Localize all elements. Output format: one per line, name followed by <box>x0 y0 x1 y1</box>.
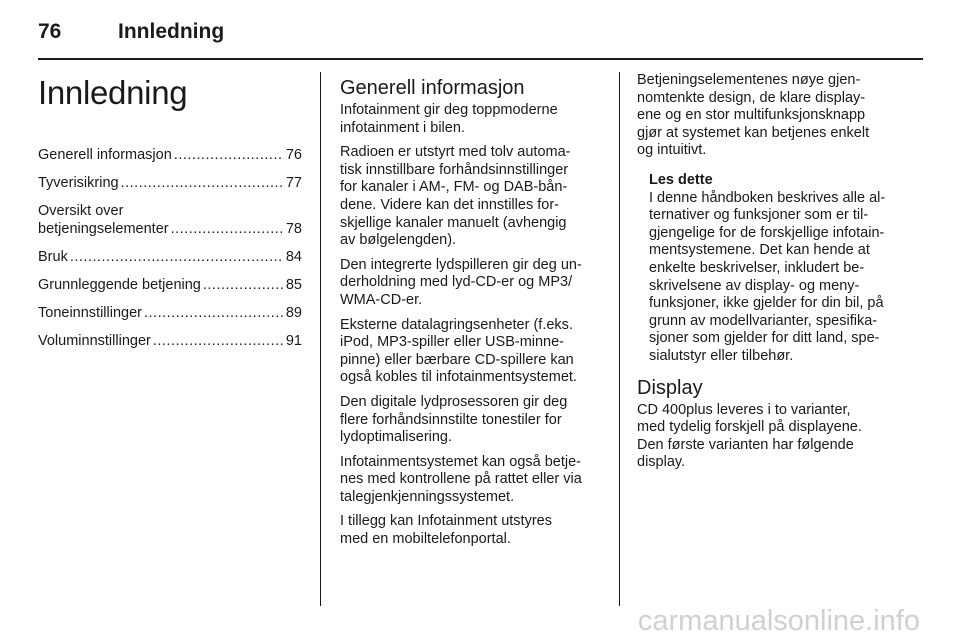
note-box <box>649 172 905 366</box>
page-number: 76 <box>38 20 62 43</box>
toc-entry[interactable] <box>38 332 302 350</box>
body-column-3 <box>637 72 905 479</box>
toc-entry-page: 85 <box>285 277 302 293</box>
toc-entry[interactable] <box>38 174 302 192</box>
toc-leader-dots <box>153 332 284 350</box>
toc-entry[interactable] <box>38 248 302 266</box>
toc-entry-title: Tyverisikring <box>38 175 119 191</box>
chapter-column <box>38 72 302 360</box>
toc-entry[interactable] <box>38 146 302 164</box>
paragraph: Infotainment gir deg toppmoderne infotainment i bilen. <box>340 102 558 136</box>
header-rule <box>38 58 923 60</box>
page-header <box>38 14 922 58</box>
toc-entry-title: Grunnleggende betjening <box>38 277 201 293</box>
toc-entry-page: 76 <box>285 147 302 163</box>
toc-entry-title: Bruk <box>38 249 68 265</box>
toc-leader-dots <box>171 220 284 238</box>
toc-entry[interactable] <box>38 276 302 294</box>
paragraph: Eksterne datalagringsenheter (f.eks. iPod, MP3-spiller eller USB-minne- pinne) eller bærbare CD-spillere kan også kobles til infotainmentsystemet. <box>340 316 577 386</box>
paragraph: CD 400plus leveres i to varianter, med tydelig forskjell på displayene. Den første varianten har følgende display. <box>637 401 862 471</box>
paragraph: Infotainmentsystemet kan også betje- nes med kontrollene på rattet eller via talegjenkjenningssystemet. <box>340 453 582 505</box>
toc-entry-title: Voluminnstillinger <box>38 333 151 349</box>
paragraph: Betjeningselementenes nøye gjen- nomtenkte design, de klare display- ene og en stor multifunksjonsknapp gjør at systemet kan betjenes enkelt og intuitivt. <box>637 72 870 159</box>
section-heading: Display <box>637 376 703 399</box>
toc-leader-dots <box>203 276 284 294</box>
column-divider-2 <box>619 72 620 606</box>
watermark: carmanualsonline.info <box>637 605 920 637</box>
toc-entry-title: Generell informasjon <box>38 147 172 163</box>
toc-entry-page: 84 <box>285 249 302 265</box>
toc-leader-dots <box>144 304 284 322</box>
toc-entry-page: 78 <box>285 221 302 237</box>
toc-leader-dots <box>70 248 284 266</box>
toc-entry-title: Toneinnstillinger <box>38 305 142 321</box>
toc-leader-dots <box>121 174 284 192</box>
paragraph: Den digitale lydprosessoren gir deg flere forhåndsinnstilte tonestiler for lydoptimalisering. <box>340 393 568 446</box>
toc-leader-dots <box>174 146 284 164</box>
toc-entry-page: 91 <box>285 333 302 349</box>
column-divider-1 <box>320 72 321 606</box>
paragraph: Radioen er utstyrt med tolv automa- tisk innstillbare forhåndsinnstillinger for kanaler i AM-, FM- og DAB-bån- dene. Videre kan det innstilles for- skjellige kanaler manuelt (avhengig av bølgelengden). <box>340 144 571 249</box>
chapter-title: Innledning <box>38 74 188 111</box>
toc-entry-page: 89 <box>285 305 302 321</box>
body-column-2 <box>340 72 606 556</box>
toc-entry-title: Oversikt over betjeningselementer <box>38 203 169 237</box>
note-text: I denne håndboken beskrives alle al- ternativer og funksjoner som er til- gjengelige for de forskjellige infotain- mentsystemene. Det kan hende at enkelte beskrivelser, inkludert be- skrivelsene av display- og meny- funksjoner, ikke gjelder for din bil, på grunn av modellvarianter, spesifika- sjoner som gjelder for ditt land, spe- sialutstyr eller tilbehør. <box>649 189 886 364</box>
table-of-contents <box>38 146 302 350</box>
paragraph: Den integrerte lydspilleren gir deg un- derholdning med lyd-CD-er og MP3/ WMA-CD-er. <box>340 256 582 308</box>
toc-entry[interactable] <box>38 202 302 238</box>
paragraph: I tillegg kan Infotainment utstyres med en mobiltelefonportal. <box>340 513 552 548</box>
note-title: Les dette <box>649 171 713 188</box>
running-title: Innledning <box>118 20 225 43</box>
section-heading: Generell informasjon <box>340 77 525 99</box>
toc-entry-page: 77 <box>285 175 302 191</box>
toc-entry[interactable] <box>38 304 302 322</box>
